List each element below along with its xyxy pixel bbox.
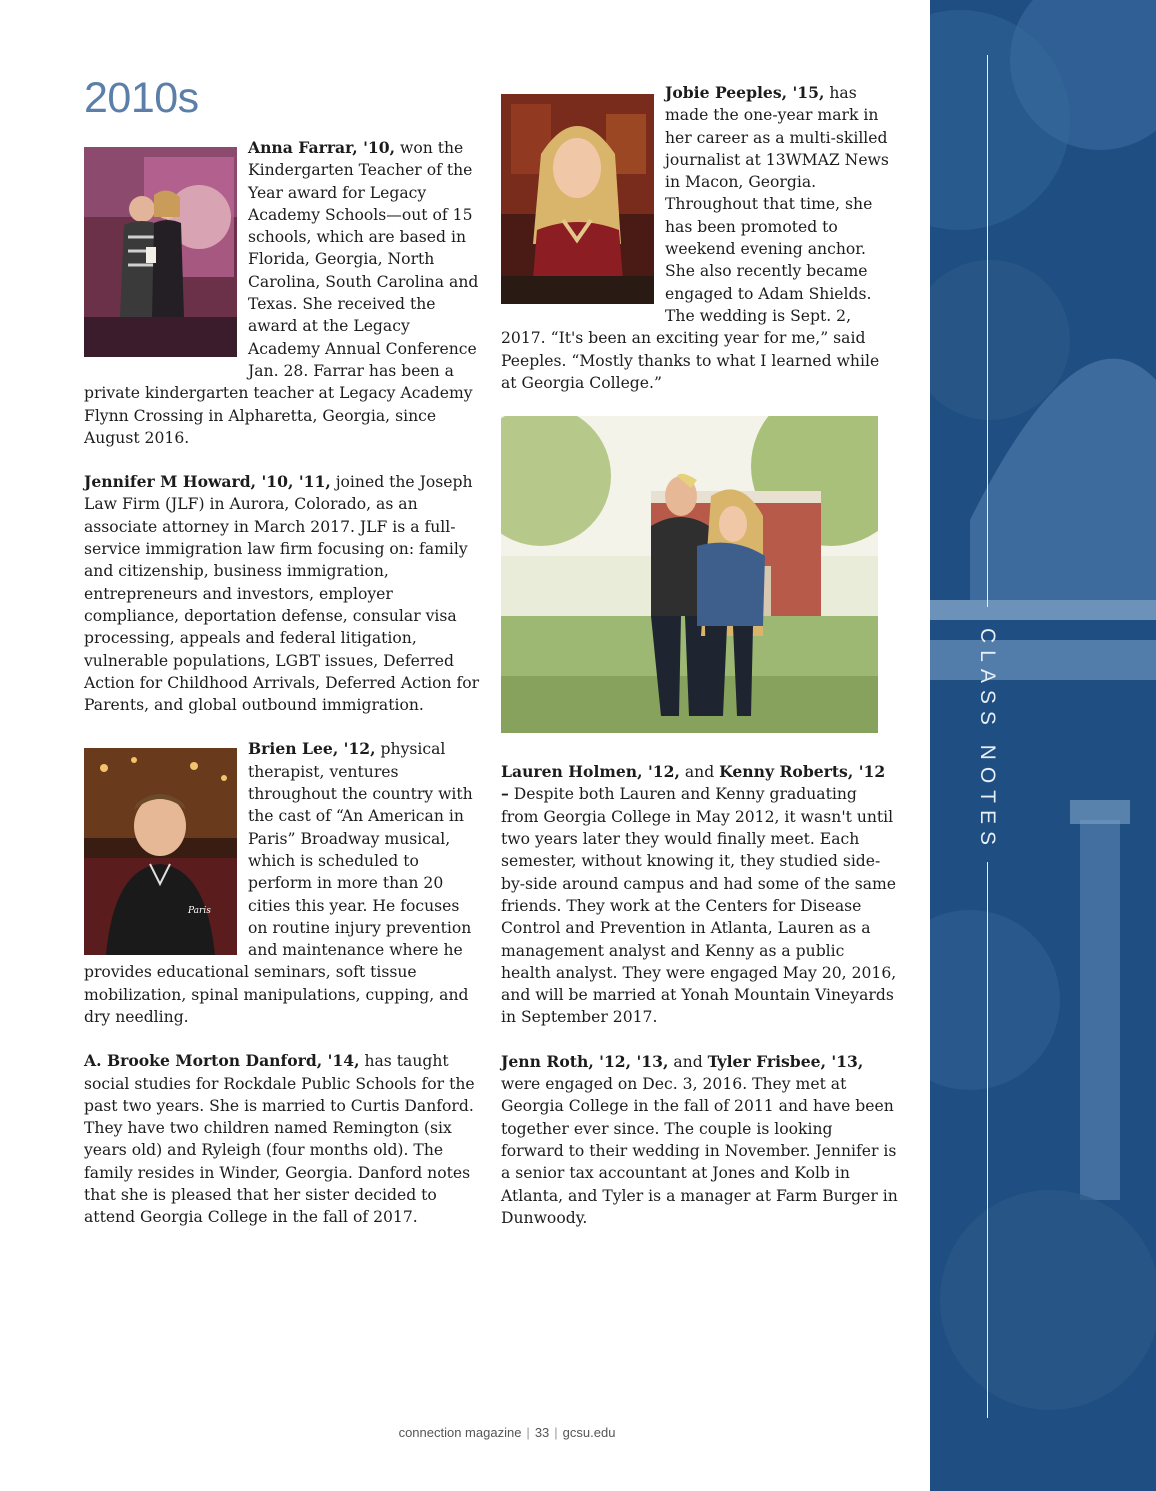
entry-brooke-danford bbox=[84, 1050, 480, 1228]
year-jenn-roth: , '12, '13, bbox=[588, 1051, 669, 1071]
decade-heading: 2010s bbox=[84, 74, 199, 122]
joiner-roth: and bbox=[668, 1052, 708, 1071]
footer-page-number: 33 bbox=[534, 1425, 550, 1440]
right-column bbox=[501, 82, 898, 1251]
footer-site: gcsu.edu bbox=[562, 1425, 616, 1440]
entry-anna-farrar bbox=[84, 137, 480, 449]
text-jennifer-howard: joined the Joseph Law Firm (JLF) in Aurora, Colorado, as an associate attorney in March 2017. JLF is a full-service immigration law firm focusing on: family and citizenship, business immigration, entrepreneurs and investors, employer compliance, deportation defense, consular visa processing, appeals and federal litigation, vulnerable populations, LGBT issues, Deferred Action for Childhood Arrivals, Deferred Action for Parents, and global outbound immigration. bbox=[84, 473, 480, 715]
entry-jobie-peeples bbox=[501, 82, 898, 394]
joiner-holmen: and bbox=[679, 763, 720, 782]
year-kenny-roberts: , '12 – bbox=[501, 762, 886, 804]
entry-roth-frisbee bbox=[501, 1051, 898, 1229]
name-jobie-peeples: Jobie Peeples bbox=[665, 83, 782, 102]
text-roth-frisbee: were engaged on Dec. 3, 2016. They met at Georgia College in the fall of 2011 and have been together ever since. The couple is looking forward to their wedding in November. Jennifer is a senior tax accountant at Jones and Kolb in Atlanta, and Tyler is a manager at Farm Burger in Dunwoody. bbox=[501, 1075, 898, 1227]
year-anna-farrar: , '10, bbox=[352, 138, 396, 157]
name-tyler-frisbee: Tyler Frisbee bbox=[707, 1051, 821, 1071]
name-lauren-holmen: Lauren Holmen bbox=[501, 762, 638, 782]
year-jobie-peeples: , '15, bbox=[781, 83, 825, 102]
year-brien-lee: , '12, bbox=[332, 739, 376, 759]
svg-text:Paris: Paris bbox=[188, 906, 211, 917]
text-brooke-danford: has taught social studies for Rockdale Public Schools for the past two years. She is married to Curtis Danford. They have two children named Remington (six years old) and Ryleigh (four months old). The family resides in Winder, Georgia. Danford notes that she is pleased that her sister decided to attend Georgia College in the fall of 2017. bbox=[84, 1052, 475, 1227]
section-label-class-notes: CLASS NOTES bbox=[976, 627, 999, 853]
name-jennifer-howard: Jennifer M Howard bbox=[84, 472, 251, 492]
name-anna-farrar: Anna Farrar bbox=[248, 138, 353, 157]
text-jobie-peeples: has made the one-year mark in her career as a multi-skilled journalist at 13WMAZ News in Macon, Georgia. Throughout that time, she has been promoted to weekend evening anchor. She also recently became engaged to Adam Shields. The wedding is Sept. 2, 2017. “It's been an exciting year for me,” said Peeples. “Mostly thanks to what I learned while at Georgia College.” bbox=[501, 84, 889, 392]
text-brien-lee: physical therapist, ventures throughout the country with the cast of “An American in Paris” Broadway musical, which is scheduled to perform in more than 20 cities this year. He focuses on routine injury prevention and maintenance where he provides educational seminars, soft tissue mobilization, spinal manipulations, cupping, and dry needling. bbox=[84, 740, 473, 1026]
footer-magazine: connection magazine bbox=[398, 1425, 522, 1440]
footer-separator-1: | bbox=[526, 1425, 530, 1440]
entry-holmen-roberts bbox=[501, 761, 898, 1029]
year-brooke-danford: , '14, bbox=[316, 1051, 360, 1071]
footer-separator-2: | bbox=[554, 1425, 558, 1440]
year-tyler-frisbee: , '13, bbox=[820, 1051, 864, 1071]
left-column bbox=[84, 137, 480, 1251]
photo-jobie-peeples bbox=[501, 94, 654, 304]
year-lauren-holmen: , '12, bbox=[637, 762, 680, 782]
entry-jennifer-howard bbox=[84, 471, 480, 716]
photo-brien-lee bbox=[84, 748, 237, 955]
text-holmen-roberts: Despite both Lauren and Kenny graduating from Georgia College in May 2012, it wasn't until two years later they would finally meet. Each semester, without knowing it, they studied side-by-side around campus and had some of the same friends. They work at the Centers for Disease Control and Prevention in Atlanta, Lauren as a management analyst and Kenny as a public health analyst. They were engaged May 20, 2016, and will be married at Yonah Mountain Vineyards in September 2017. bbox=[501, 785, 897, 1027]
photo-anna-farrar bbox=[84, 147, 237, 357]
name-brooke-danford: A. Brooke Morton Danford bbox=[84, 1051, 317, 1071]
name-kenny-roberts: Kenny Roberts bbox=[719, 762, 848, 782]
photo-holmen-roberts bbox=[501, 416, 878, 733]
text-anna-farrar: won the Kindergarten Teacher of the Year award for Legacy Academy Schools—out of 15 schools, which are based in Florida, Georgia, North Carolina, South Carolina and Texas. She received the award at the Legacy Academy Annual Conference Jan. 28. Farrar has been a private kindergarten teacher at Legacy Academy Flynn Crossing in Alpharetta, Georgia, since August 2016. bbox=[84, 139, 479, 447]
sidebar-dome-image bbox=[930, 0, 1156, 1491]
sidebar-panel bbox=[930, 0, 1156, 1491]
entry-brien-lee bbox=[84, 738, 480, 1028]
year-jennifer-howard: , '10, '11, bbox=[250, 472, 331, 492]
name-jenn-roth: Jenn Roth bbox=[501, 1051, 589, 1071]
name-brien-lee: Brien Lee bbox=[248, 739, 333, 759]
page-footer bbox=[0, 1425, 1014, 1440]
sidebar-rule-bottom bbox=[987, 862, 988, 1418]
sidebar-rule-top bbox=[987, 55, 988, 607]
